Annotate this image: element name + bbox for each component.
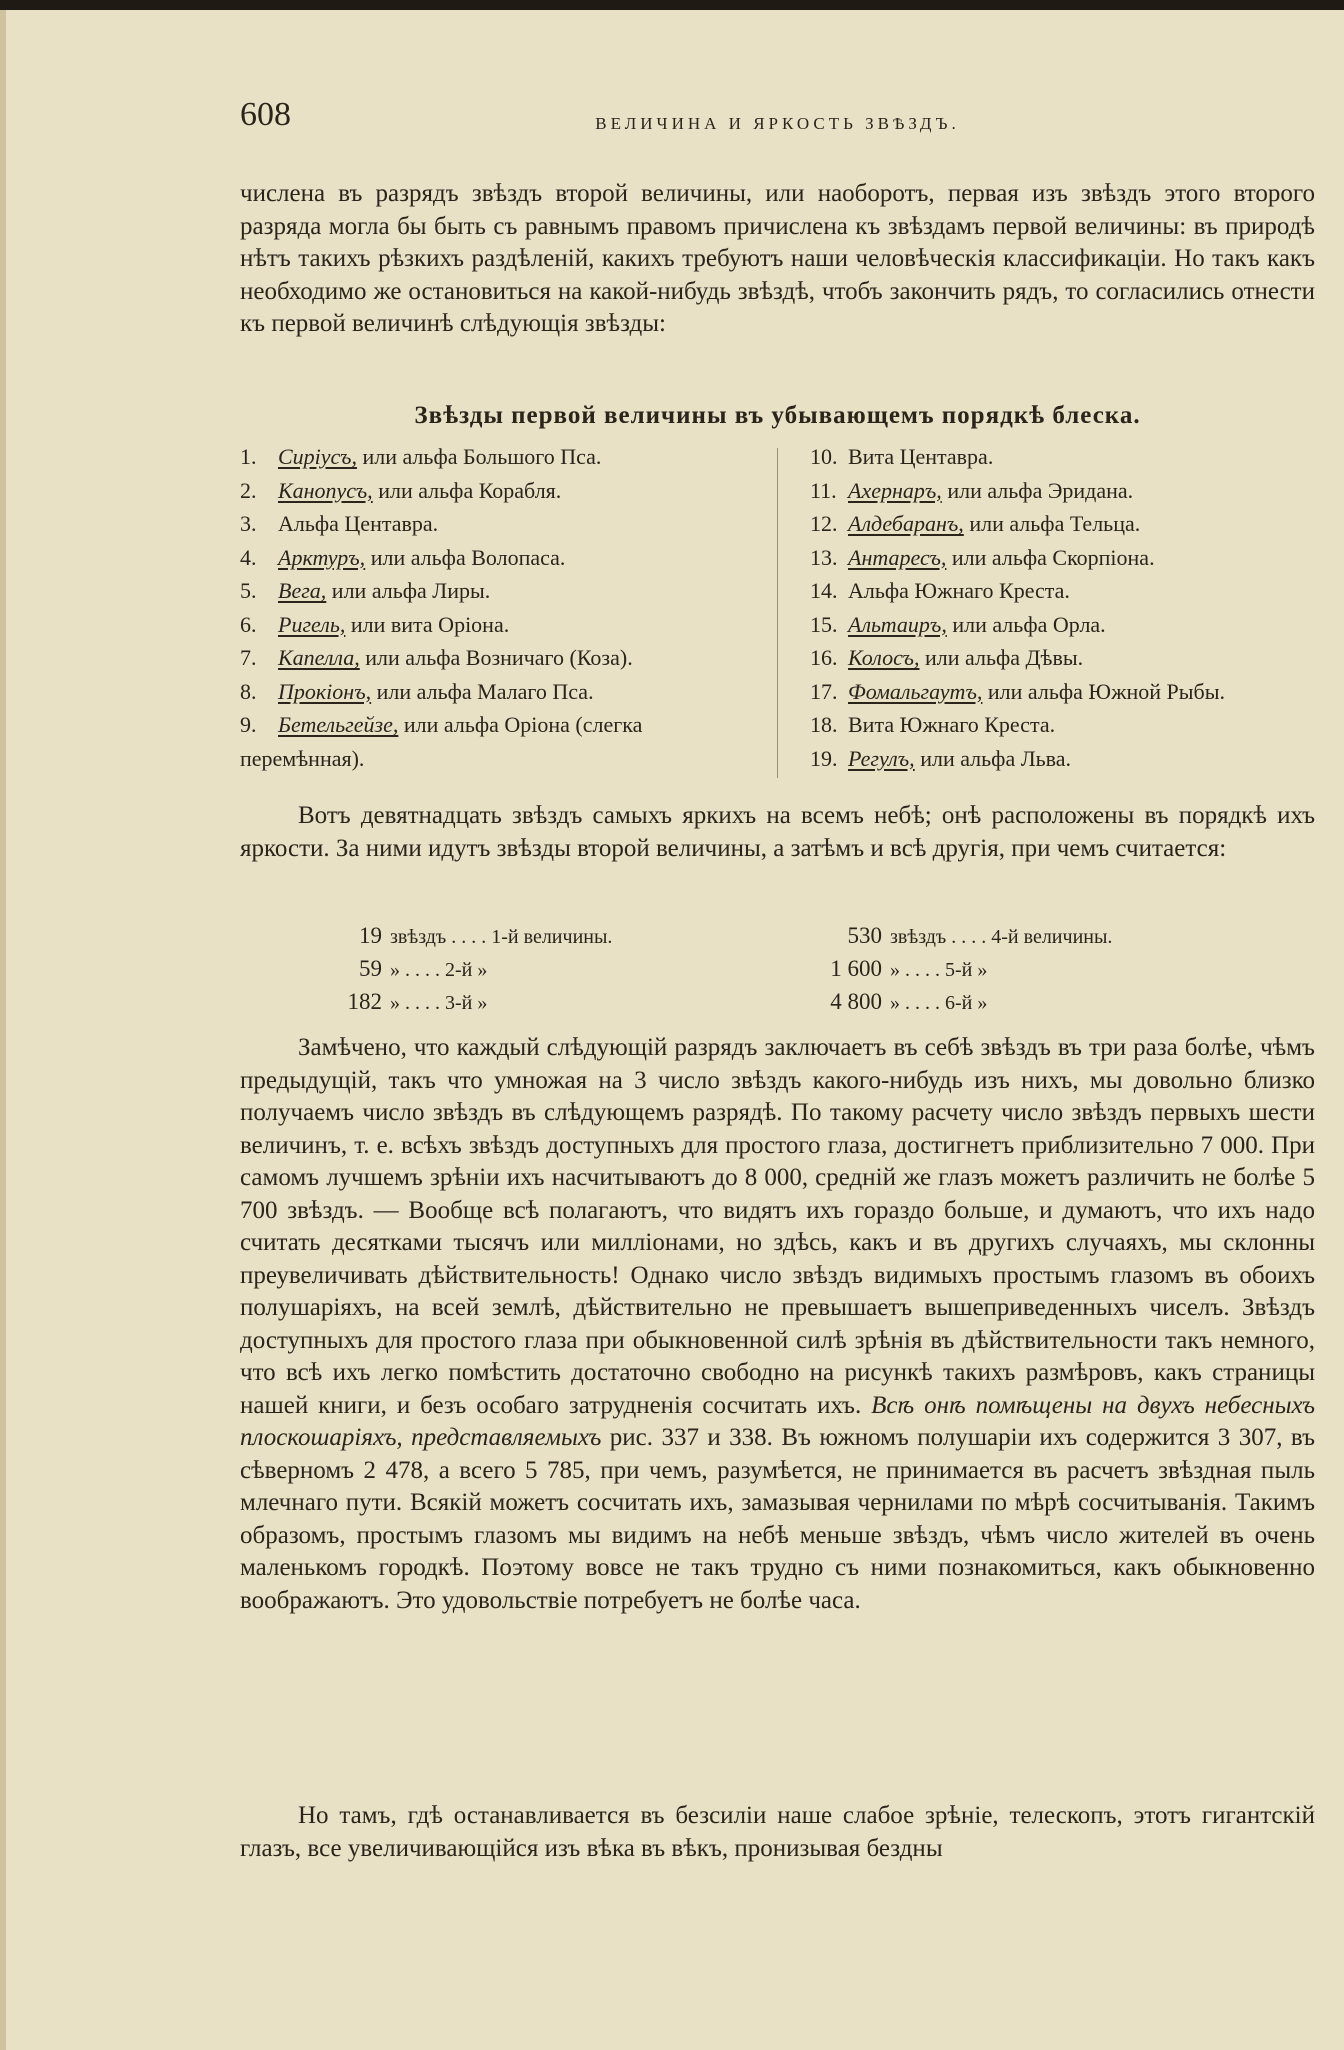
magnitude-row [330,986,750,1019]
magnitude-row [830,920,1270,953]
star-number: 17. [810,678,838,704]
star-count: 4 800 [830,989,882,1014]
star-name: Арктуръ, [278,544,366,570]
star-count: 59 [359,956,382,981]
star-list-item [810,675,1330,709]
star-list-item [810,507,1330,541]
star-name: Ригель, [278,611,346,637]
star-description: или альфа Лиры. [326,578,491,603]
star-description: или альфа Корабля. [372,477,562,503]
star-name: Бетельгейзе, [278,712,399,737]
star-list-item [240,507,755,541]
magnitude-label: звѣздъ . . . . 4-й величины. [890,926,1113,948]
star-name: Алдебаранъ, [848,511,964,536]
star-list-item [240,474,755,508]
star-number: 8. [240,678,257,704]
star-count: 19 [359,923,382,948]
star-list-item [810,641,1330,675]
star-name: Прокіонъ, [278,678,372,704]
star-list-item [240,708,755,775]
star-count: 530 [847,923,882,948]
star-list-item [810,742,1330,776]
running-title: ВЕЛИЧИНА И ЯРКОСТЬ ЗВѢЗДЪ. [595,114,960,133]
magnitude-label: звѣздъ . . . . 1-й величины. [390,926,613,948]
paragraph-star-counts-text-end: рис. 337 и 338. Въ южномъ полушаріи ихъ содержится 3 307, въ сѣверномъ 2 478, а всего 5 785, при чемъ, разумѣется, не принимается въ расчетъ звѣздная пыль млечнаго пути. Всякій можетъ сосчитать ихъ, замазывая чернилами по мѣрѣ сосчитыванія. Такимъ образомъ, простымъ глазомъ мы видимъ на небѣ меньше звѣздъ, чѣмъ число жителей въ очень маленькомъ городкѣ. Поэтому вовсе не такъ трудно съ ними познакомиться, какъ обыкновенно воображаютъ. Это удовольствіе потребуетъ не болѣе часа. [240,1424,1315,1614]
star-list-item [810,474,1330,508]
star-list-item [240,608,755,642]
star-number: 5. [240,578,257,603]
page-number: 608 [240,96,291,133]
star-list-item [810,708,1330,742]
star-name: Канопусъ, [278,477,373,503]
star-number: 11. [810,477,837,503]
star-list-right-column [810,440,1330,775]
star-list-item [240,641,755,675]
star-number: 6. [240,611,257,637]
star-name: Капелла, [278,645,360,670]
star-description: или альфа Оріона (слегка перемѣнная). [240,712,643,771]
star-name: Альтаиръ, [848,611,947,637]
star-description: или альфа Южной Рыбы. [982,678,1226,704]
star-description: или альфа Тельца. [963,511,1141,536]
magnitude-row [830,953,1270,986]
scan-left-edge [0,10,6,2050]
star-number: 15. [810,611,838,637]
star-number: 10. [810,444,838,469]
paragraph-nineteen-stars: Вотъ девятнадцать звѣздъ самыхъ яркихъ на всемъ небѣ; онѣ расположены въ порядкѣ ихъ яркости. За ними идутъ звѣзды второй величины, а затѣмъ и всѣ другія, при чемъ считается: [240,802,1315,862]
star-list-item [240,541,755,575]
star-number: 12. [810,511,838,536]
star-description: Альфа Центавра. [278,511,439,536]
star-number: 13. [810,544,838,570]
star-name: Вега, [278,578,327,603]
star-name: Ахернаръ, [848,477,942,503]
star-description: Альфа Южнаго Креста. [848,578,1070,603]
star-number: 19. [810,745,838,771]
magnitude-label: » . . . . 3-й » [390,992,488,1014]
magnitude-row [830,986,1270,1019]
star-list-item [240,440,755,474]
star-description: или альфа Волопаса. [365,544,566,570]
star-number: 4. [240,544,257,570]
paragraph-star-counts [240,1032,1315,1617]
star-count: 1 600 [830,956,882,981]
star-list-heading: Звѣзды первой величины въ убывающемъ порядкѣ блеска. [414,402,1141,429]
paragraph-telescope: Но тамъ, гдѣ останавливается въ безсиліи наше слабое зрѣніе, телескопъ, этотъ гигантскій глазъ, все увеличивающійся изъ вѣка въ вѣкъ, пронизывая бездны [240,1802,1315,1862]
scan-top-border [0,0,1344,10]
star-description: или альфа Эридана. [941,477,1134,503]
magnitude-label: » . . . . 5-й » [890,959,988,981]
star-name: Фомальгаутъ, [848,678,983,704]
star-description: или альфа Льва. [914,745,1072,771]
star-description: Вита Центавра. [848,444,994,469]
star-count: 182 [347,989,382,1014]
star-number: 1. [240,444,257,469]
star-description: или вита Оріона. [345,611,510,637]
magnitude-row [330,953,750,986]
star-description: Вита Южнаго Креста. [848,712,1056,737]
star-name: Антаресъ, [848,544,947,570]
star-list-item [240,675,755,709]
star-number: 7. [240,645,257,670]
star-number: 16. [810,645,838,670]
star-number: 3. [240,511,257,536]
paragraph-star-counts-text: Замѣчено, что каждый слѣдующій разрядъ заключаетъ въ себѣ звѣздъ въ три раза болѣе, чѣмъ предыдущій, такъ что умножая на 3 число звѣздъ какого-нибудь изъ нихъ, мы довольно близко получаемъ число звѣздъ въ слѣдующемъ разрядѣ. По такому расчету число звѣздъ первыхъ шести величинъ, т. е. всѣхъ звѣздъ доступныхъ для простого глаза, достигнетъ приблизительно 7 000. При самомъ лучшемъ зрѣніи ихъ насчитываютъ до 8 000, средній же глазъ можетъ различить не болѣе 5 700 звѣздъ. — Вообще всѣ полагаютъ, что видятъ ихъ гораздо больше, и думаютъ, что ихъ надо считать десятками тысячъ или милліонами, но здѣсь, какъ и въ другихъ случаяхъ, мы склонны преувеличивать дѣйствительность! Однако число звѣздъ видимыхъ простымъ глазомъ въ обоихъ полушаріяхъ, на всей землѣ, дѣйствительно не превышаетъ вышеприведенныхъ чиселъ. Звѣздъ доступныхъ для простого глаза при обыкновенной силѣ зрѣнія въ дѣйствительности такъ немного, что всѣ ихъ легко помѣстить достаточно свободно на рисункѣ такихъ размѣровъ, какъ страницы нашей книги, и безъ особаго затрудненія сосчитать ихъ. [240,1034,1315,1419]
intro-paragraph: числена въ разрядъ звѣздъ второй величины, или наоборотъ, первая изъ звѣздъ этого второго разряда могла бы быть съ равнымъ правомъ причислена къ звѣздамъ первой величины: въ природѣ нѣтъ такихъ рѣзкихъ раздѣленій, какихъ требуютъ наши человѣческія классификаціи. Но такъ какъ необходимо же остановиться на какой-нибудь звѣздѣ, чтобъ закончить рядъ, то согласились отнести къ первой величинѣ слѣдующія звѣзды: [240,180,1315,337]
star-number: 2. [240,477,257,503]
magnitude-label: » . . . . 2-й » [390,959,488,981]
star-description: или альфа Большого Пса. [356,444,602,469]
star-name: Регулъ, [848,745,915,771]
star-number: 9. [240,712,257,737]
star-name: Колосъ, [848,645,920,670]
magnitude-row [330,920,750,953]
star-number: 14. [810,578,838,603]
paragraph-star-counts-italic: Всѣ онѣ помѣщены на двухъ небесныхъ плоскошаріяхъ, представляемыхъ [240,1391,1315,1451]
magnitude-label: » . . . . 6-й » [890,992,988,1014]
magnitude-counts-left [330,920,750,1019]
star-description: или альфа Возничаго (Коза). [359,645,633,670]
star-description: или альфа Малаго Пса. [371,678,594,704]
star-description: или альфа Скорпіона. [946,544,1155,570]
star-list-item [810,541,1330,575]
star-list-item [240,574,755,608]
magnitude-counts-right [830,920,1270,1019]
column-divider [777,448,778,778]
page-header [240,96,1315,146]
star-description: или альфа Орла. [946,611,1106,637]
star-list-item [810,440,1330,474]
star-list-left-column [240,440,755,775]
star-list-item [810,574,1330,608]
star-number: 18. [810,712,838,737]
star-name: Сиріусъ, [278,444,357,469]
star-description: или альфа Дѣвы. [919,645,1084,670]
star-list-item [810,608,1330,642]
